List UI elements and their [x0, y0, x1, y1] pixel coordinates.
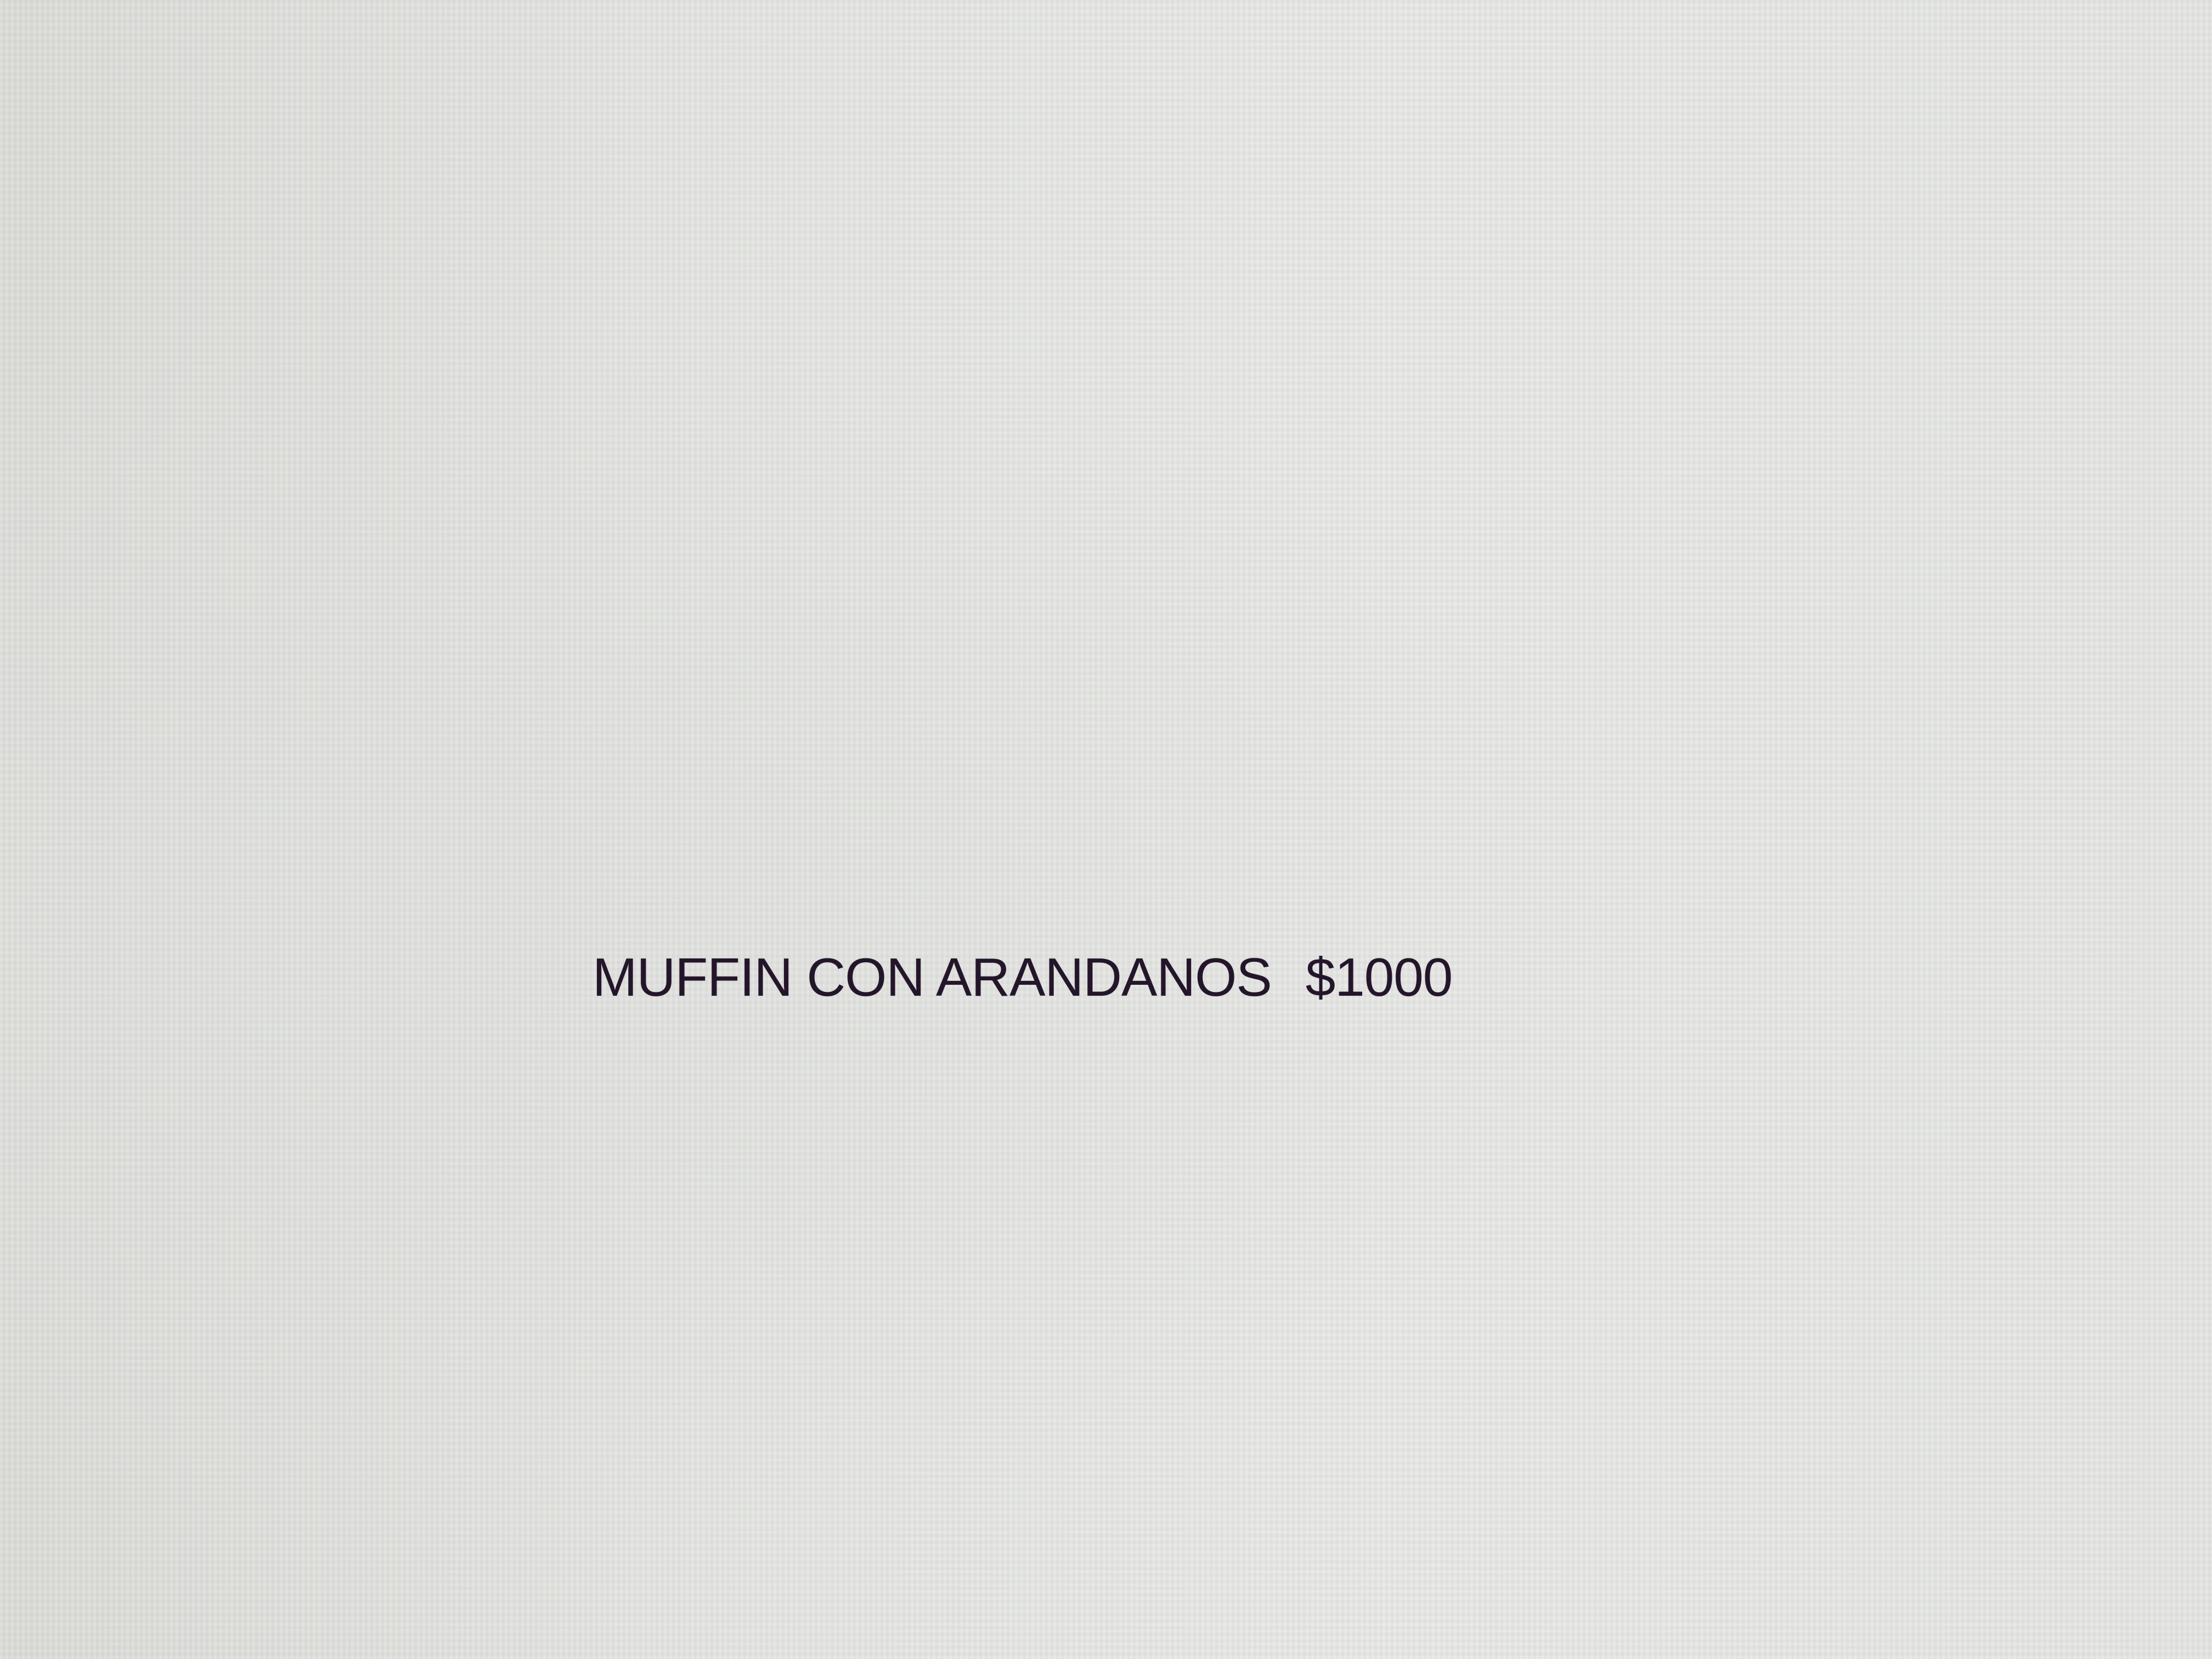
menu-item-name: MUFFIN CON ARANDANOS	[592, 947, 1272, 1007]
menu-item-price: $1000	[1305, 947, 1453, 1007]
menu-item-line	[592, 947, 1453, 1007]
